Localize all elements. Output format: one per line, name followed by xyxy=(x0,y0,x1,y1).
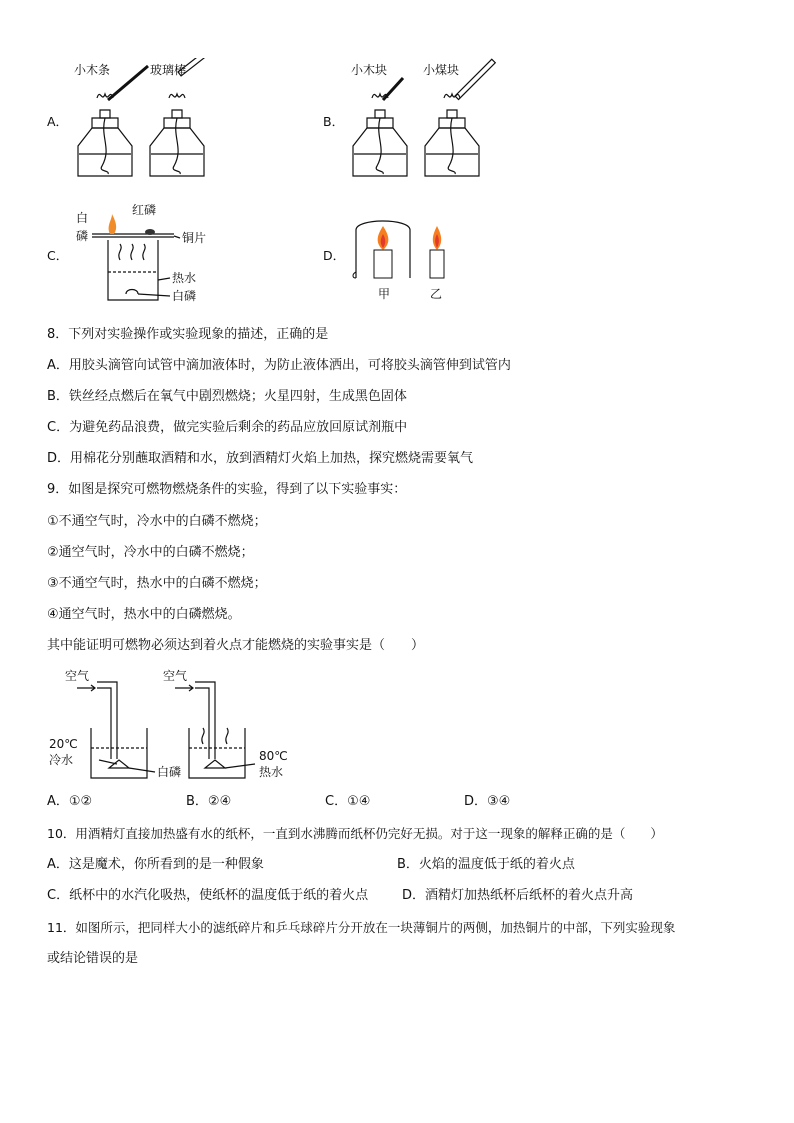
q9-question: 其中能证明可燃物必须达到着火点才能燃烧的实验事实是（ ） xyxy=(47,638,425,653)
label-temp-hot: 80℃ xyxy=(259,749,288,763)
label-cold-water: 冷水 xyxy=(49,753,74,767)
label-white-p: 白磷 xyxy=(157,765,182,779)
q9-option-c: C．①④ xyxy=(325,794,371,809)
option-c-letter: C． xyxy=(47,248,69,263)
q9-option-b: B．②④ xyxy=(186,794,232,809)
label-white-p-bottom: 白磷 xyxy=(172,289,197,303)
option-a-figure xyxy=(70,58,250,188)
q9-option-a: A．①② xyxy=(47,794,93,809)
label-coal-block: 小煤块 xyxy=(423,63,460,77)
label-jia: 甲 xyxy=(378,287,391,301)
q8-stem: 8．下列对实验操作或实验现象的描述，正确的是 xyxy=(47,327,329,342)
label-yi: 乙 xyxy=(430,287,443,301)
label-air-2: 空气 xyxy=(163,669,188,683)
option-c-figure xyxy=(70,200,250,310)
label-wood-stick: 小木条 xyxy=(74,63,111,77)
glass-rod xyxy=(178,58,222,76)
q10-option-a: A．这是魔术，你所看到的是一种假象 xyxy=(47,857,264,872)
q11-stem-line2: 或结论错误的是 xyxy=(47,951,139,966)
label-hot-water-2: 热水 xyxy=(259,765,284,779)
label-air-1: 空气 xyxy=(65,669,90,683)
alcohol-lamp-1 xyxy=(78,94,132,176)
label-hot-water: 热水 xyxy=(172,271,197,285)
option-d-letter: D． xyxy=(323,248,346,263)
q8-option-a: A．用胶头滴管向试管中滴加液体时，为防止液体洒出，可将胶头滴管伸到试管内 xyxy=(47,358,511,373)
q8-option-b: B．铁丝经点燃后在氧气中剧烈燃烧；火星四射，生成黑色固体 xyxy=(47,389,407,404)
label-copper: 铜片 xyxy=(182,231,207,245)
q9-option-d: D．③④ xyxy=(464,794,511,809)
label-temp-cold: 20℃ xyxy=(49,737,78,751)
q10-option-c: C．纸杯中的水汽化吸热，使纸杯的温度低于纸的着火点 xyxy=(47,888,369,903)
q10-option-d: D．酒精灯加热纸杯后纸杯的着火点升高 xyxy=(402,888,634,903)
option-b-figure xyxy=(345,58,525,188)
alcohol-lamp-4 xyxy=(425,94,479,176)
q9-figure xyxy=(47,664,307,784)
wood-stick xyxy=(108,66,148,100)
q10-option-b: B．火焰的温度低于纸的着火点 xyxy=(397,857,575,872)
q9-stem: 9．如图是探究可燃物燃烧条件的实验，得到了以下实验事实： xyxy=(47,482,407,497)
q9-fact-3: ③不通空气时，热水中的白磷不燃烧； xyxy=(47,576,267,591)
label-glass-rod: 玻璃棒 xyxy=(150,63,187,77)
q9-fact-1: ①不通空气时，冷水中的白磷不燃烧； xyxy=(47,514,267,529)
alcohol-lamp-2 xyxy=(150,94,204,176)
label-white-p-1: 白 xyxy=(76,211,89,225)
label-white-p-2: 磷 xyxy=(76,229,89,243)
q11-stem-line1: 11．如图所示，把同样大小的滤纸碎片和乒乓球碎片分开放在一块薄铜片的两侧，加热铜片的中部，下列实验现象 xyxy=(47,920,676,935)
q10-stem: 10．用酒精灯直接加热盛有水的纸杯，一直到水沸腾而纸杯仍完好无损。对于这一现象的解释正确的是（ ） xyxy=(47,826,663,841)
alcohol-lamp-3 xyxy=(353,94,407,176)
label-red-p: 红磷 xyxy=(132,203,157,217)
option-b-letter: B． xyxy=(323,114,345,129)
option-d-figure xyxy=(350,212,470,304)
q9-fact-2: ②通空气时，冷水中的白磷不燃烧； xyxy=(47,545,254,560)
q8-option-d: D．用棉花分别蘸取酒精和水，放到酒精灯火焰上加热，探究燃烧需要氧气 xyxy=(47,451,474,466)
option-a-letter: A． xyxy=(47,114,69,129)
label-wood-block: 小木块 xyxy=(351,63,388,77)
flame-icon xyxy=(109,214,117,234)
q9-fact-4: ④通空气时，热水中的白磷燃烧。 xyxy=(47,607,241,622)
q8-option-c: C．为避免药品浪费，做完实验后剩余的药品应放回原试剂瓶中 xyxy=(47,420,408,435)
